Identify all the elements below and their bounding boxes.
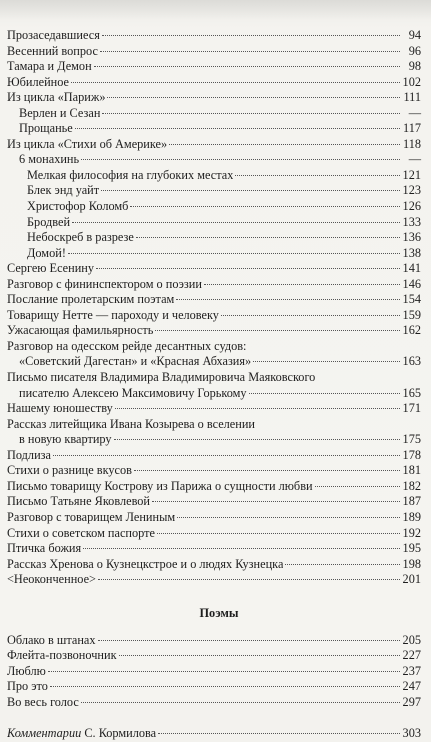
toc-entry-title: Стихи о советском паспорте [7, 525, 155, 540]
toc-entry [7, 695, 421, 711]
toc-entry [7, 277, 421, 293]
dot-leader [157, 533, 400, 534]
toc-entry-page: 126 [402, 199, 421, 214]
toc-entry [7, 510, 421, 526]
toc-entry-title: Бродвей [27, 214, 71, 229]
toc-entry-page: 189 [402, 509, 421, 524]
toc-entry-title: Стихи о разнице вкусов [7, 463, 132, 478]
toc-entry [7, 339, 421, 355]
toc-entry-page: 182 [402, 478, 421, 493]
dot-leader [98, 579, 400, 580]
dot-leader [158, 733, 399, 734]
toc-entry-page: 162 [402, 323, 421, 338]
toc-entry [7, 664, 421, 680]
toc-entry-title: Флейта-позвоночник [7, 648, 117, 663]
dot-leader [152, 501, 400, 502]
dot-leader [100, 51, 400, 52]
toc-entry-title: Письмо Татьяне Яковлевой [7, 494, 151, 509]
toc-entry-title: Рассказ Хренова о Кузнецкстрое и о людях Кузнецка [7, 556, 284, 571]
toc-entry-title: Прощанье [19, 121, 73, 136]
toc-entry-page: 146 [402, 276, 421, 291]
toc-entry [7, 572, 421, 588]
toc-entry [7, 261, 421, 277]
toc-entry-title: <Неоконченное> [7, 572, 96, 587]
toc-entry [7, 463, 421, 479]
toc-entry-page: 195 [402, 541, 421, 556]
toc-entry-page: 163 [402, 354, 421, 369]
toc-subentry [7, 199, 421, 215]
toc-entry-title: Разговор на одесском рейде десантных судов: [7, 338, 247, 353]
toc-entry-page: 96 [408, 43, 421, 58]
toc-entry-page: 297 [402, 694, 421, 709]
toc-entry-comments [7, 726, 421, 742]
dot-leader [114, 439, 400, 440]
toc-entry [7, 479, 421, 495]
section-heading-poems: Поэмы [199, 605, 239, 620]
dot-leader [81, 702, 400, 703]
page-top-shadow [0, 0, 431, 20]
dot-leader [101, 190, 399, 191]
dot-leader [134, 470, 400, 471]
toc-entry [7, 648, 421, 664]
toc-entry-title: Послание пролетарским поэтам [7, 292, 175, 307]
toc-entry-title: Письмо товарищу Кострову из Парижа о сущности любви [7, 478, 313, 493]
toc-entry [7, 494, 421, 510]
toc-entry-continuation [7, 432, 421, 448]
toc-entry-title: Христофор Коломб [27, 199, 129, 214]
dot-leader [83, 548, 399, 549]
toc-entry-page: 171 [402, 401, 421, 416]
dot-leader [81, 159, 400, 160]
dot-leader [75, 128, 400, 129]
toc-entry-page: 175 [402, 432, 421, 447]
toc-entry-title: Птичка божия [7, 541, 82, 556]
toc-entry [7, 541, 421, 557]
toc-subentry [7, 183, 421, 199]
toc-entry-title: Про это [7, 679, 48, 694]
toc-entry-page: 201 [402, 572, 421, 587]
toc-entry-page: 192 [402, 525, 421, 540]
toc-entry-title: Товарищу Нетте — пароходу и человеку [7, 307, 219, 322]
toc-entry-title: «Советский Дагестан» и «Красная Абхазия» [19, 354, 252, 369]
toc-entry [7, 75, 421, 91]
toc-entry [7, 137, 421, 153]
toc-subentry [7, 106, 421, 122]
toc-entry-title: Домой! [27, 245, 66, 260]
toc-entry [7, 633, 421, 649]
toc-entry-page: — [408, 105, 421, 120]
toc-entry [7, 44, 421, 60]
dot-leader [204, 284, 400, 285]
dot-leader [285, 564, 399, 565]
toc-entry-title: Небоскреб в разрезе [27, 230, 134, 245]
toc-entry-page: 94 [408, 28, 421, 42]
comments-label: Комментарии [7, 726, 82, 741]
dot-leader [94, 66, 400, 67]
toc-entry-page: 165 [402, 385, 421, 400]
toc-entry-title: в новую квартиру [19, 432, 112, 447]
dot-leader [96, 268, 400, 269]
dot-leader [177, 517, 399, 518]
toc-subentry [7, 152, 421, 168]
dot-leader [72, 222, 400, 223]
toc-entry-continuation [7, 354, 421, 370]
toc-entry-title: Рассказ литейщика Ивана Козырева о вселении [7, 416, 255, 431]
toc-entry-page: 111 [403, 90, 421, 105]
toc-entry-title: Разговор с товарищем Лениным [7, 509, 176, 524]
toc-entry [7, 292, 421, 308]
toc-entry [7, 59, 421, 75]
toc-entry-page: 303 [402, 726, 421, 741]
toc-entry-page: 181 [402, 463, 421, 478]
toc-entry-page: 141 [402, 261, 421, 276]
toc-entry-page: 117 [403, 121, 421, 136]
toc-entry-page: 178 [402, 447, 421, 462]
toc-entry-title [7, 726, 156, 742]
toc-subentry [7, 246, 421, 262]
dot-leader [98, 640, 400, 641]
toc-entry-page: 159 [402, 307, 421, 322]
toc-entry-title: Тамара и Демон [7, 59, 92, 74]
toc-entry [7, 308, 421, 324]
toc-entry-title: писателю Алексею Максимовичу Горькому [19, 385, 247, 400]
dot-leader [53, 455, 400, 456]
dot-leader [221, 315, 400, 316]
toc-entry-page: 227 [402, 648, 421, 663]
toc-entry [7, 28, 421, 44]
toc-entry-page: 198 [402, 556, 421, 571]
toc-entry-title: Ужасающая фамильярность [7, 323, 154, 338]
dot-leader [102, 113, 400, 114]
toc-entry-continuation [7, 386, 421, 402]
toc-entry-title: Верлен и Сезан [19, 105, 101, 120]
toc-subentry [7, 215, 421, 231]
toc-entry-title: Письмо писателя Владимира Владимировича Маяковского [7, 370, 316, 385]
dot-leader [176, 299, 399, 300]
toc-entry-title: Сергею Есенину [7, 261, 95, 276]
toc-subentry [7, 230, 421, 246]
dot-leader [115, 408, 400, 409]
dot-leader [155, 330, 399, 331]
table-of-contents [7, 28, 421, 742]
toc-entry-title: Из цикла «Стихи об Америке» [7, 136, 168, 151]
toc-entry-title: Мелкая философия на глубоких местах [27, 167, 234, 182]
toc-entry-title: Во весь голос [7, 694, 79, 709]
dot-leader [107, 97, 400, 98]
toc-entry-title: Из цикла «Париж» [7, 90, 106, 105]
toc-entry [7, 370, 421, 386]
toc-entry-page: 247 [402, 679, 421, 694]
toc-entry [7, 401, 421, 417]
dot-leader [48, 671, 400, 672]
toc-entry [7, 417, 421, 433]
dot-leader [71, 82, 400, 83]
toc-entry-page: 136 [402, 230, 421, 245]
dot-leader [136, 237, 400, 238]
toc-entry-title: Подлиза [7, 447, 51, 462]
toc-entry-page: 121 [402, 167, 421, 182]
toc-entry-page: 102 [402, 74, 421, 89]
toc-entry-page: — [408, 152, 421, 167]
toc-entry-page: 205 [402, 632, 421, 647]
toc-entry-page: 187 [402, 494, 421, 509]
toc-entry-page: 118 [403, 136, 421, 151]
toc-entry-title: Весенний вопрос [7, 43, 98, 58]
dot-leader [235, 175, 399, 176]
dot-leader [50, 686, 400, 687]
toc-entry-page: 237 [402, 663, 421, 678]
dot-leader [253, 361, 399, 362]
toc-entry-title: Юбилейное [7, 74, 69, 89]
toc-entry [7, 448, 421, 464]
toc-entry-page: 138 [402, 245, 421, 260]
dot-leader [169, 144, 400, 145]
toc-subentry [7, 168, 421, 184]
toc-subentry [7, 121, 421, 137]
dot-leader [102, 35, 400, 36]
dot-leader [130, 206, 399, 207]
toc-entry [7, 323, 421, 339]
toc-entry-page: 98 [408, 59, 421, 74]
dot-leader [315, 486, 400, 487]
toc-entry-title: Облако в штанах [7, 632, 96, 647]
dot-leader [68, 253, 400, 254]
dot-leader [249, 393, 400, 394]
toc-entry [7, 679, 421, 695]
toc-entry-title: Люблю [7, 663, 46, 678]
toc-entry-page: 133 [402, 214, 421, 229]
toc-entry [7, 557, 421, 573]
toc-entry-title: Прозаседавшиеся [7, 28, 100, 42]
toc-entry-title: Нашему юношеству [7, 401, 113, 416]
toc-entry-page: 154 [402, 292, 421, 307]
toc-entry-title: 6 монахинь [19, 152, 80, 167]
toc-entry-page: 123 [402, 183, 421, 198]
comments-author: С. Кормилова [84, 726, 157, 741]
toc-entry-title: Разговор с фининспектором о поэзии [7, 276, 202, 291]
dot-leader [119, 655, 400, 656]
toc-entry [7, 90, 421, 106]
toc-entry-title: Блек энд уайт [27, 183, 100, 198]
toc-entry [7, 526, 421, 542]
